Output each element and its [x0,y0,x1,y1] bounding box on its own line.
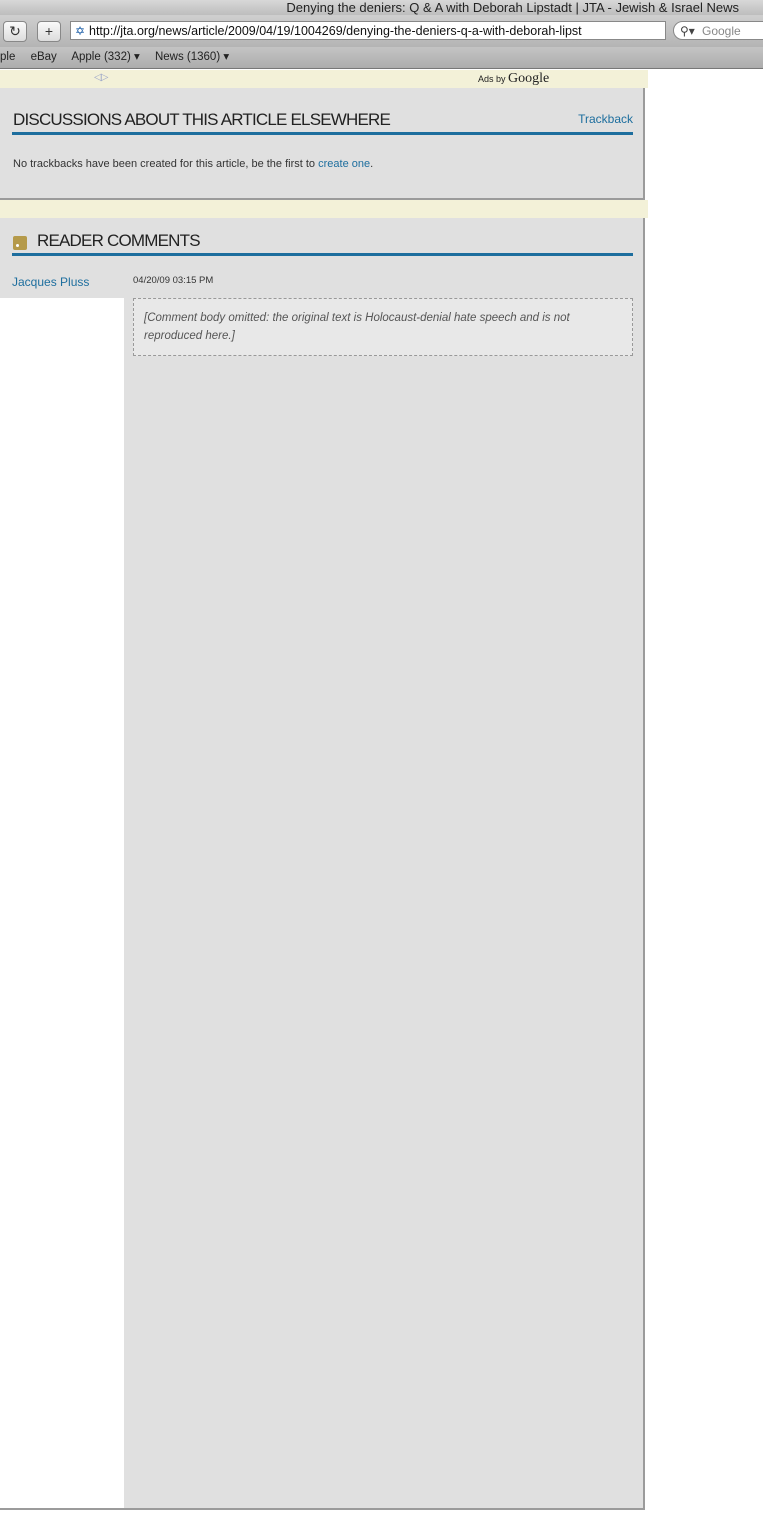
empty-text: No trackbacks have been created for this article, be the first to [13,158,319,170]
trackback-link[interactable]: Trackback [578,112,633,126]
bookmark-item[interactable]: eBay [30,51,57,63]
spacer [0,200,648,218]
author-column-bg [0,298,124,1508]
comment-timestamp: 04/20/09 03:15 PM [133,275,214,286]
section-title: READER COMMENTS [37,231,200,250]
browser-toolbar [0,15,763,47]
no-trackbacks-text [13,158,373,170]
ads-prefix: Ads by [478,74,506,84]
discussions-section [0,88,645,200]
bookmark-item[interactable]: Apple (332) ▾ [71,51,140,63]
reload-icon[interactable]: ↻ [3,21,27,42]
plus-icon[interactable]: + [37,21,61,42]
page-content [0,70,763,1523]
window-title: Denying the deniers: Q & A with Deborah Lipstadt | JTA - Jewish & Israel News [0,0,763,15]
comment-body-placeholder: [Comment body omitted: the original text is Holocaust-denial hate speech and is not reproduced here.] [133,298,633,356]
rss-icon[interactable] [13,236,27,250]
search-placeholder: Google [702,24,741,38]
bookmark-item[interactable]: News (1360) ▾ [154,51,230,63]
ads-by-google[interactable] [478,71,549,87]
create-one-link[interactable]: create one [318,158,371,170]
section-title: DISCUSSIONS ABOUT THIS ARTICLE ELSEWHERE [13,110,391,129]
ad-nav-arrows-icon[interactable]: ◁▷ [94,72,108,83]
comment-author-link[interactable]: Jacques Pluss [12,275,90,289]
ad-strip [0,70,648,88]
url-field[interactable] [70,21,666,40]
search-field[interactable] [673,21,763,40]
comments-section [0,218,645,1510]
bookmark-item[interactable]: ple [0,51,16,63]
search-icon: ⚲▾ [680,24,695,38]
site-favicon-icon: ✡ [75,24,86,38]
section-rule [12,132,633,135]
empty-suffix: . [370,158,374,170]
bookmarks-bar [0,47,763,69]
section-rule [12,253,633,256]
comment-body [133,298,633,356]
ads-brand: Google [508,71,550,86]
url-text: http://jta.org/news/article/2009/04/19/1004269/denying-the-deniers-q-a-with-deborah-lipst [89,24,582,38]
